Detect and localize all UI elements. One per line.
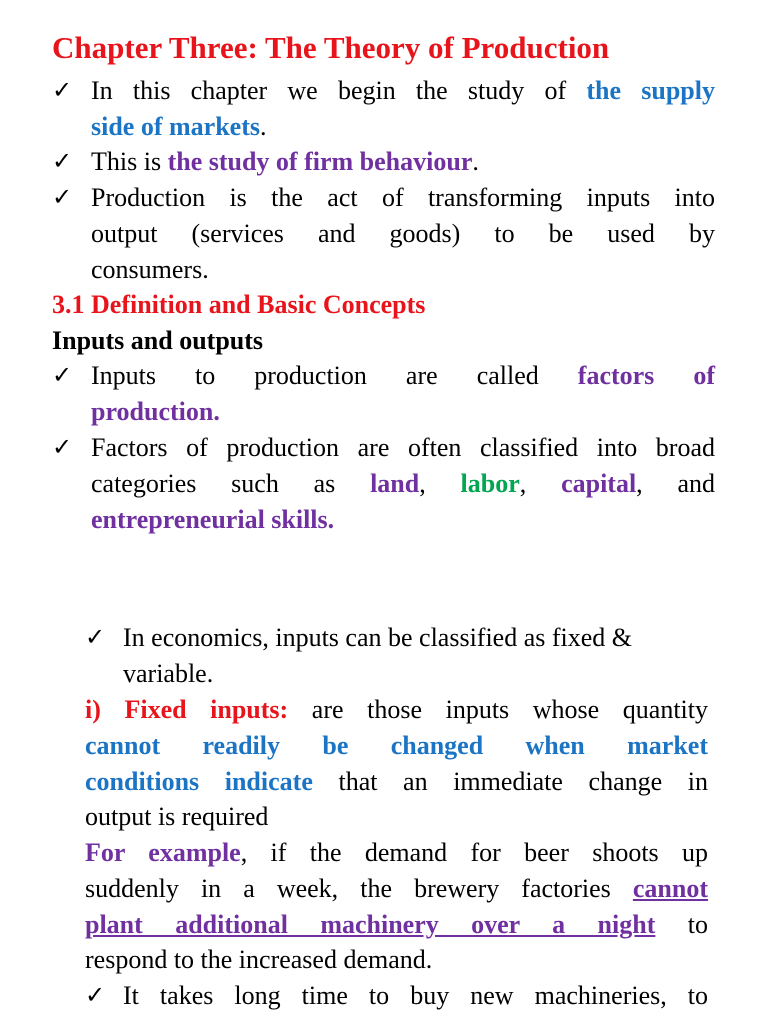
chapter-title: Chapter Three: The Theory of Production (52, 30, 610, 65)
bullet-factors-of-production: Inputs to production are called factors of production. (91, 361, 715, 426)
checkmark-icon: ✓ (52, 76, 73, 104)
bullet-supply-side (91, 73, 715, 145)
subheading-inputs-outputs: Inputs and outputs (52, 326, 264, 355)
checkmark-icon: ✓ (52, 183, 73, 211)
checkmark-icon: ✓ (85, 981, 106, 1009)
fixed-inputs-label: i) Fixed inputs: (85, 695, 289, 724)
checkmark-icon: ✓ (52, 147, 73, 175)
bullet-machinery-time: It takes long time to buy new machineries, to (123, 981, 708, 1010)
bullet-production-definition: Production is the act of transforming inputs into output (services and goods) to be used by consumers. (91, 183, 715, 284)
paragraph-example: For example, if the demand for beer shoots up suddenly in a week, the brewery factories cannot plant additional machinery over a night to respond to the increased demand. (85, 838, 709, 975)
bullet-factor-categories: Factors of production are often classified into broad categories such as land, labor, capital, and entrepreneurial skills. (91, 433, 716, 534)
checkmark-icon: ✓ (85, 623, 106, 651)
checkmark-icon: ✓ (52, 433, 73, 461)
bullet-line: In this chapter we begin the study of the supply (91, 76, 715, 105)
term-labor: labor (460, 468, 520, 498)
section-heading: 3.1 Definition and Basic Concepts (52, 290, 426, 319)
term-land: land (370, 468, 420, 498)
bullet-firm-behaviour: This is the study of firm behaviour. (91, 147, 479, 176)
paragraph-fixed-inputs: i) Fixed inputs: are those inputs whose quantity cannot readily be changed when market conditions indicate that an immediate change in output is required (85, 695, 709, 832)
checkmark-icon: ✓ (52, 361, 73, 389)
bullet-fixed-variable: In economics, inputs can be classified as fixed & variable. (123, 623, 633, 688)
example-label: For example (85, 838, 241, 867)
term-capital: capital (561, 468, 637, 498)
bullet-line: side of markets. (91, 111, 267, 141)
